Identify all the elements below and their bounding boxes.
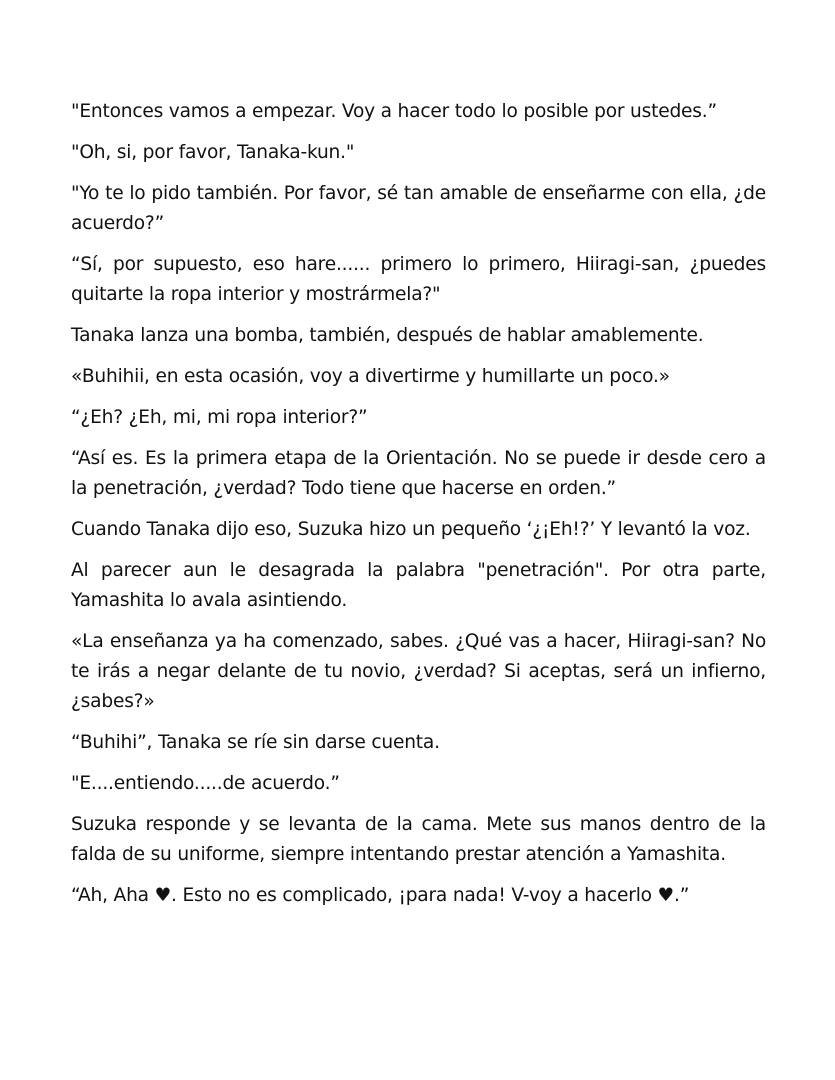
paragraph: “Sí, por supuesto, eso hare...... primero lo primero, Hiiragi-san, ¿puedes quitarte la ropa interior y mostrármela?" [71,254,766,305]
paragraph: Cuando Tanaka dijo eso, Suzuka hizo un pequeño ‘¿¡Eh!?’ Y levantó la voz. [71,519,751,540]
paragraph: «Buhihii, en esta ocasión, voy a divertirme y humillarte un poco.» [71,366,670,387]
paragraph: Al parecer aun le desagrada la palabra "penetración". Por otra parte, Yamashita lo avala asintiendo. [71,560,766,611]
paragraph: "Oh, si, por favor, Tanaka-kun." [71,142,355,163]
paragraph: "Yo te lo pido también. Por favor, sé tan amable de enseñarme con ella, ¿de acuerdo?” [71,183,766,234]
paragraph: Tanaka lanza una bomba, también, después de hablar amablemente. [71,325,704,346]
paragraph: "Entonces vamos a empezar. Voy a hacer todo lo posible por ustedes.” [71,101,717,122]
paragraph: "E....entiendo.....de acuerdo.” [71,773,340,794]
paragraph: “Así es. Es la primera etapa de la Orientación. No se puede ir desde cero a la penetración, ¿verdad? Todo tiene que hacerse en orden.” [71,448,766,499]
paragraph: “¿Eh? ¿Eh, mi, mi ropa interior?” [71,407,368,428]
document-page [71,97,766,922]
paragraph: Suzuka responde y se levanta de la cama. Mete sus manos dentro de la falda de su uniforme, siempre intentando prestar atención a Yamashita. [71,814,766,865]
paragraph: “Ah, Aha ♥. Esto no es complicado, ¡para nada! V-voy a hacerlo ♥.” [71,885,690,906]
paragraph: «La enseñanza ya ha comenzado, sabes. ¿Qué vas a hacer, Hiiragi-san? No te irás a negar delante de tu novio, ¿verdad? Si aceptas, será un infierno, ¿sabes?» [71,631,766,712]
paragraph: “Buhihi”, Tanaka se ríe sin darse cuenta. [71,732,440,753]
